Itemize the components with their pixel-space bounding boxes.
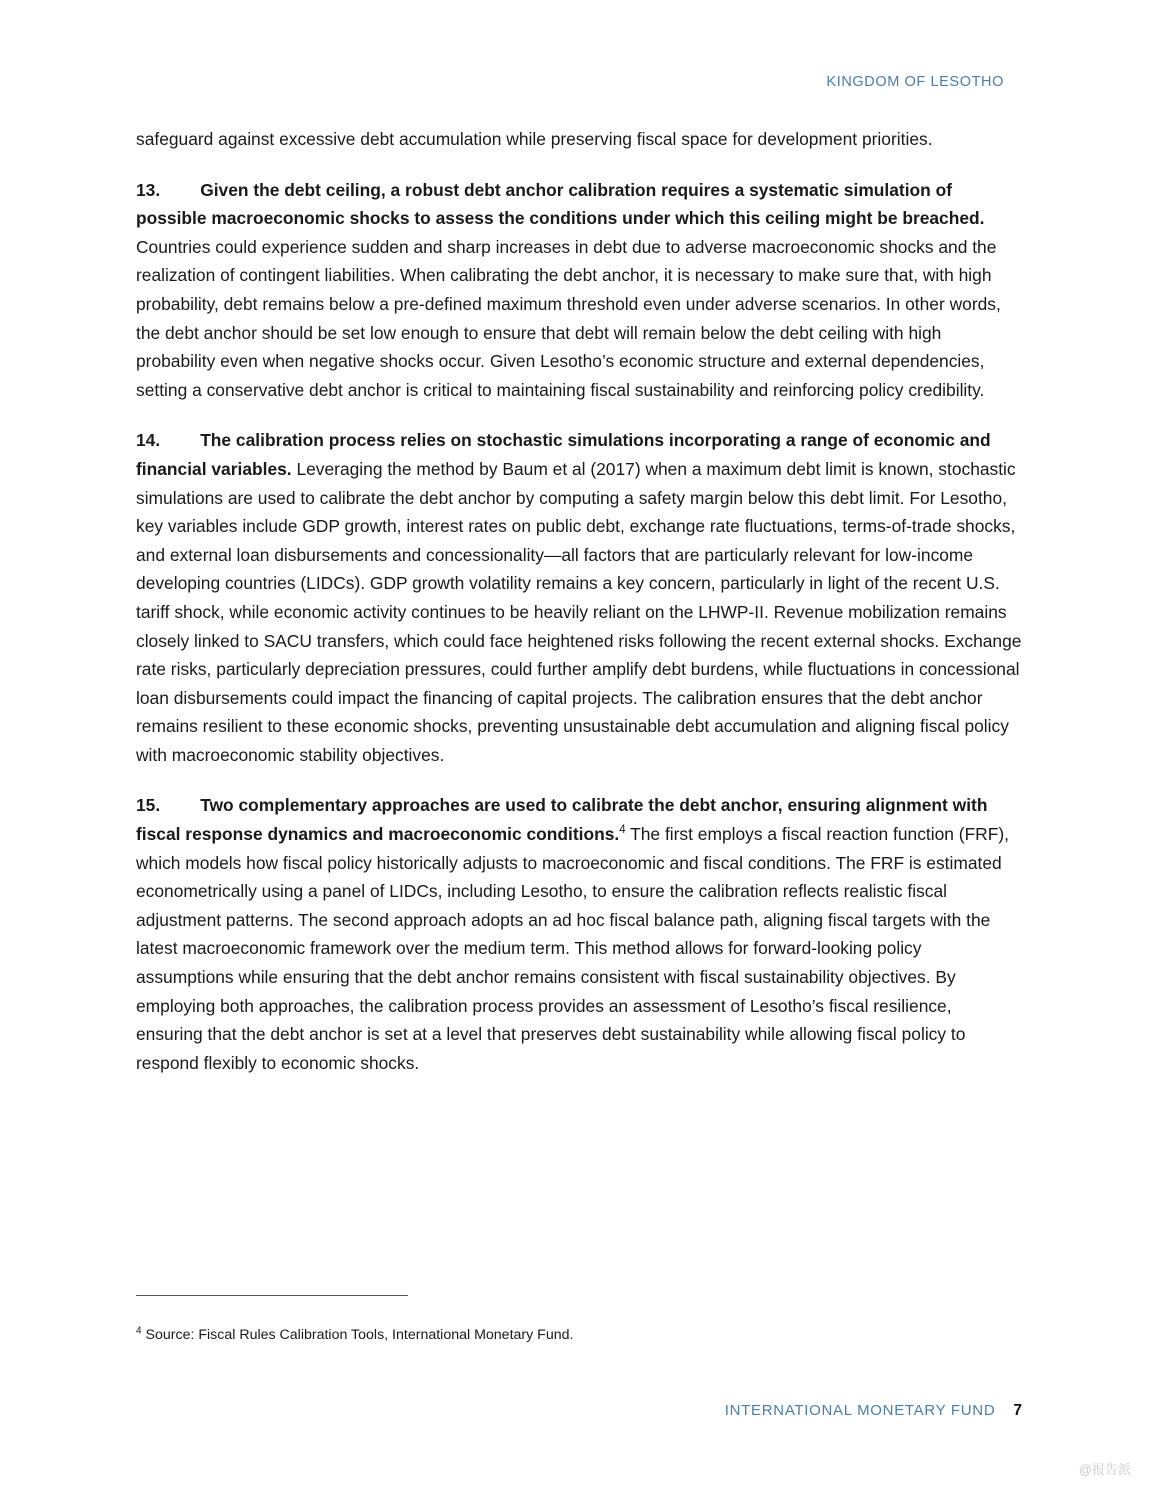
footer-institution: INTERNATIONAL MONETARY FUND	[724, 1402, 996, 1419]
footnote-text: Source: Fiscal Rules Calibration Tools, International Monetary Fund.	[141, 1327, 574, 1343]
paragraph-number: 14.	[136, 430, 161, 451]
paragraph-lead: Two complementary approaches are used to calibrate the debt anchor, ensuring alignment with fiscal response dynamics and macroeconomic conditions.	[136, 795, 988, 845]
paragraph-lead: Given the debt ceiling, a robust debt anchor calibration requires a systematic simulation of possible macroeconomic shocks to assess the conditions under which this ceiling might be breached.	[136, 179, 985, 229]
page-footer	[725, 1402, 1022, 1420]
paragraph-lead: The calibration process relies on stochastic simulations incorporating a range of economic and financial variables.	[136, 430, 991, 479]
document-body	[136, 125, 1022, 1077]
paragraph-13	[136, 176, 1022, 405]
watermark: @报告派	[1078, 1462, 1131, 1477]
paragraph-14	[136, 426, 1022, 769]
paragraph-text: Leveraging the method by Baum et al (2017) when a maximum debt limit is known, stochastic simulations are used to calibrate the debt anchor by computing a safety margin below this debt limit. For Lesotho, key variables include GDP growth, interest rates on public debt, exchange rate fluctuations, terms-of-trade shocks, and external loan disbursements and concessionality—all factors that are particularly relevant for low-income developing countries (LIDCs). GDP growth volatility remains a key concern, particularly in light of the recent U.S. tariff shock, while economic activity continues to be heavily reliant on the LHWP-II. Revenue mobilization remains closely linked to SACU transfers, which could face heightened risks following the recent external shocks. Exchange rate risks, particularly depreciation pressures, could further amplify debt burdens, while fluctuations in concessional loan disbursements could impact the financing of capital projects. The calibration ensures that the debt anchor remains resilient to these economic shocks, preventing unsustainable debt accumulation and aligning fiscal policy with macroeconomic stability objectives.	[136, 458, 1022, 765]
paragraph-text: Countries could experience sudden and sharp increases in debt due to adverse macroeconomic shocks and the realization of contingent liabilities. When calibrating the debt anchor, it is necessary to make sure that, with high probability, debt remains below a pre-defined maximum threshold even under adverse scenarios. In other words, the debt anchor should be set low enough to ensure that debt will remain below the debt ceiling with high probability even when negative shocks occur. Given Lesotho’s economic structure and external dependencies, setting a conservative debt anchor is critical to maintaining fiscal sustainability and reinforcing policy credibility.	[136, 236, 1001, 400]
paragraph-number: 15.	[136, 795, 161, 816]
page-header-title: KINGDOM OF LESOTHO	[826, 74, 1004, 90]
footnote-reference-4[interactable]: 4	[619, 824, 626, 837]
paragraph-text: The first employs a fiscal reaction function (FRF), which models how fiscal policy historically adjusts to macroeconomic and fiscal conditions. The FRF is estimated econometrically using a panel of LIDCs, including Lesotho, to ensure the calibration reflects realistic fiscal adjustment patterns. The second approach adopts an ad hoc fiscal balance path, aligning fiscal targets with the latest macroeconomic framework over the medium term. This method allows for forward-looking policy assumptions while ensuring that the debt anchor remains consistent with fiscal sustainability objectives. By employing both approaches, the calibration process provides an assessment of Lesotho’s fiscal resilience, ensuring that the debt anchor is set at a level that preserves debt sustainability while allowing fiscal policy to respond flexibly to economic shocks.	[136, 824, 1009, 1073]
footnote-4	[136, 1325, 1022, 1345]
paragraph-15	[136, 791, 1022, 1077]
page-number: 7	[1013, 1402, 1022, 1419]
footnote-separator	[136, 1295, 408, 1296]
paragraph-text: safeguard against excessive debt accumulation while preserving fiscal space for development priorities.	[136, 129, 933, 149]
footnote-marker: 4	[136, 1325, 142, 1337]
paragraph-number: 13.	[136, 179, 161, 200]
paragraph-continued	[136, 125, 1022, 154]
